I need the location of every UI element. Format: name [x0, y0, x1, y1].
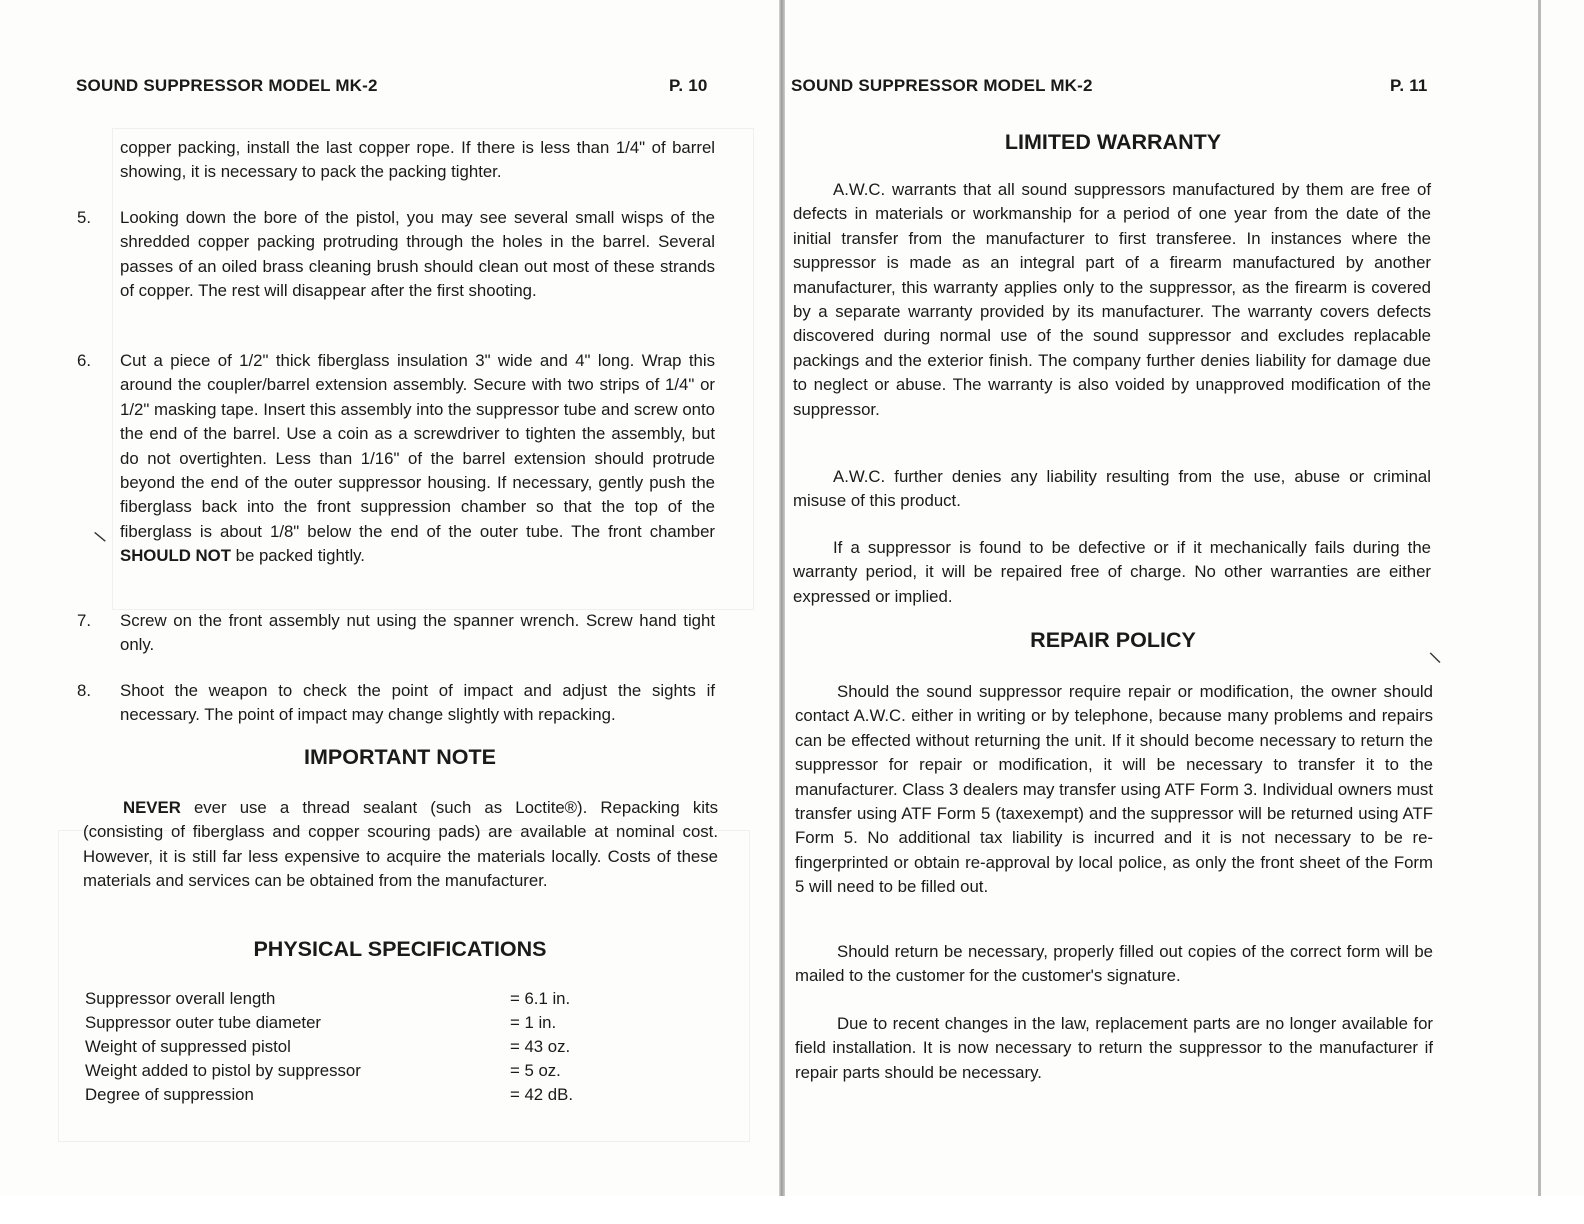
spec-row: [85, 1059, 605, 1083]
repair-paragraph: Should the sound suppressor require repair or modification, the owner should contact A.W.C. either in writing or by telephone, because many problems and repairs can be effected without returning the unit. If it should become necessary to return the suppressor for repair or modification, it will be necessary to transfer it to the manufacturer. Class 3 dealers may transfer using ATF Form 3. Individual owners must transfer using ATF Form 5 (taxexempt) and the suppressor will be returned using ATF Form 5. No additional tax liability is incurred and it is not necessary to be re-fingerprinted or obtain re-approval by local police, as only the front sheet of the Form 5 will need to be filled out.: [795, 682, 1433, 897]
scan-margin: [0, 1196, 1584, 1224]
specifications-table: [85, 987, 605, 1107]
page-edge: [1538, 0, 1541, 1200]
step-text: [120, 206, 715, 304]
page-number: P. 10: [669, 76, 708, 95]
continued-paragraph: copper packing, install the last copper rope. If there is less than 1/4" of barrel showing, it is necessary to pack the packing tighter.: [120, 138, 715, 182]
stray-pen-mark: \: [1428, 648, 1443, 668]
step-text: [120, 679, 715, 728]
running-head: SOUND SUPPRESSOR MODEL MK-2: [76, 76, 378, 95]
important-note-text: ever use a thread sealant (such as Loctite®). Repacking kits (consisting of fiberglass and copper scouring pads) are available at nominal cost. However, it is still far less expensive to acquire the materials locally. Costs of these materials and services can be obtained from the manufacturer.: [83, 798, 718, 891]
step-text: [120, 349, 715, 569]
spec-value: = 1 in.: [510, 1013, 557, 1032]
spec-row: [85, 1035, 605, 1059]
important-note-heading: IMPORTANT NOTE: [304, 745, 496, 769]
spec-label: Degree of suppression: [85, 1085, 254, 1104]
warranty-paragraph: A.W.C. further denies any liability resulting from the use, abuse or criminal misuse of this product.: [793, 467, 1431, 511]
step-number: 6.: [77, 351, 91, 370]
right-page: [785, 0, 1538, 1200]
step-number: 7.: [77, 611, 91, 630]
never-emphasis: NEVER: [123, 798, 181, 817]
spec-label: Weight of suppressed pistol: [85, 1037, 291, 1056]
step-text-body: Cut a piece of 1/2" thick fiberglass insulation 3" wide and 4" long. Wrap this around the coupler/barrel extension assembly. Secure with two strips of 1/4" or 1/2" masking tape. Insert this assembly into the suppressor tube and screw onto the end of the barrel. Use a coin as a screwdriver to tighten the assembly, but do not overtighten. Less than 1/16" of the barrel extension should protrude beyond the end of the outer suppressor housing. If necessary, gently push the fiberglass back into the front suppression chamber so that the top of the fiberglass is about 1/8" below the end of the outer tube. The front chamber: [120, 351, 715, 541]
step-text-body: Looking down the bore of the pistol, you may see several small wisps of the shredded copper packing protruding through the holes in the barrel. Several passes of an oiled brass cleaning brush should clean out most of these strands of copper. The rest will disappear after the first shooting.: [120, 208, 715, 301]
step-text-body: Screw on the front assembly nut using the spanner wrench. Screw hand tight only.: [120, 611, 715, 655]
spec-row: [85, 1083, 605, 1107]
step-number: 5.: [77, 208, 91, 227]
page-number: P. 11: [1390, 76, 1428, 95]
warranty-paragraph: If a suppressor is found to be defective or if it mechanically fails during the warranty period, it will be repaired free of charge. No other warranties are either expressed or implied.: [793, 538, 1431, 606]
spec-label: Weight added to pistol by suppressor: [85, 1061, 361, 1080]
emphasis-text: SHOULD NOT: [120, 546, 231, 566]
running-head: SOUND SUPPRESSOR MODEL MK-2: [791, 76, 1093, 95]
repair-paragraph: Due to recent changes in the law, replacement parts are no longer available for field installation. It is now necessary to return the suppressor to the manufacturer if repair parts should be necessary.: [795, 1014, 1433, 1082]
warranty-heading: LIMITED WARRANTY: [1004, 130, 1222, 154]
spec-row: [85, 987, 605, 1011]
spec-value: = 5 oz.: [510, 1061, 561, 1080]
step-number: 8.: [77, 681, 91, 700]
repair-heading: REPAIR POLICY: [1030, 628, 1196, 652]
step-text-body: Shoot the weapon to check the point of impact and adjust the sights if necessary. The point of impact may change slightly with repacking.: [120, 681, 715, 725]
warranty-paragraph: A.W.C. warrants that all sound suppressors manufactured by them are free of defects in materials or workmanship for a period of one year from the date of the initial transfer from the manufacturer to first transferee. In instances where the suppressor is made as an integral part of a firearm manufactured by another manufacturer, this warranty applies only to the suppressor, as the firearm is covered by a separate warranty provided by its manufacturer. The warranty covers defects discovered during normal use of the sound suppressor and excludes replacable packings and the exterior finish. The company further denies liability for damage due to neglect or abuse. The warranty is also voided by unapproved modification of the suppressor.: [793, 180, 1431, 419]
spec-label: Suppressor outer tube diameter: [85, 1013, 322, 1032]
spec-value: = 6.1 in.: [510, 989, 571, 1008]
repair-paragraph: Should return be necessary, properly filled out copies of the correct form will be mailed to the customer for the customer's signature.: [795, 942, 1433, 986]
left-page: [0, 0, 779, 1200]
spec-value: = 43 oz.: [510, 1037, 571, 1056]
specifications-heading: PHYSICAL SPECIFICATIONS: [253, 937, 547, 961]
spec-value: = 42 dB.: [510, 1085, 573, 1104]
stray-pen-mark: \: [92, 527, 109, 547]
spec-label: Suppressor overall length: [85, 989, 276, 1008]
step-text-tail: be packed tightly.: [230, 546, 365, 566]
step-text: [120, 609, 715, 658]
spec-row: [85, 1011, 605, 1035]
important-note-paragraph: [83, 796, 718, 894]
